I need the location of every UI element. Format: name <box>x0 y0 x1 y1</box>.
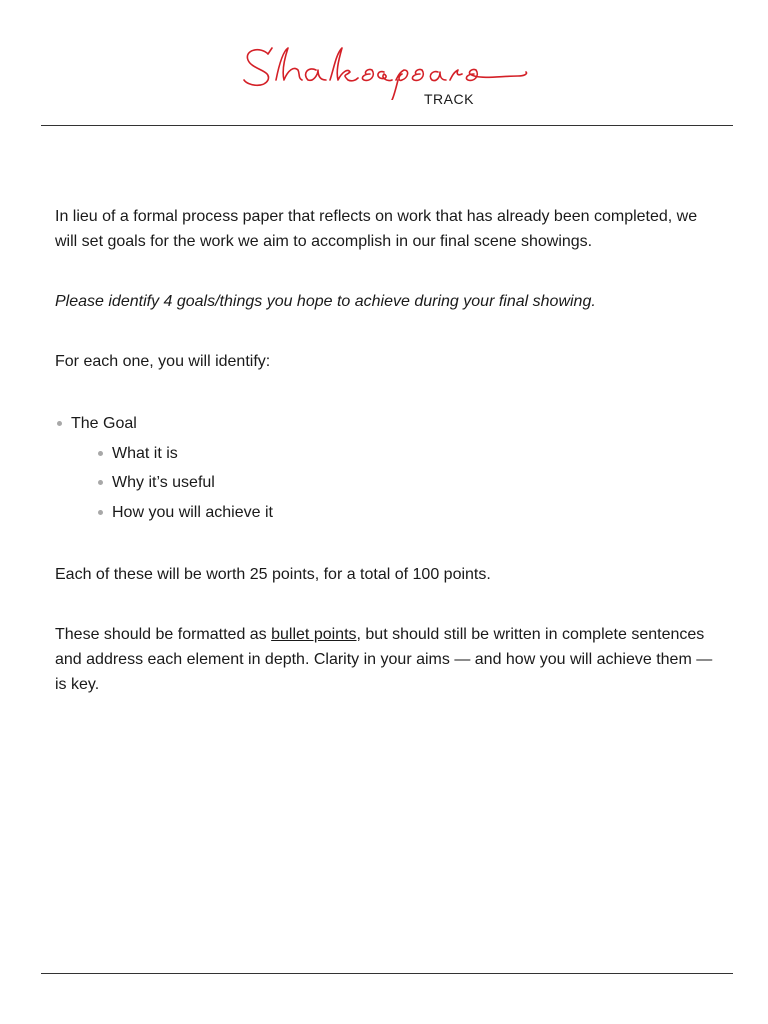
shakespeare-script-logo-icon <box>238 40 538 100</box>
header-divider <box>41 125 733 126</box>
footer-divider <box>41 973 733 974</box>
list-item <box>55 409 720 527</box>
bullet-points-link[interactable]: bullet points <box>271 626 357 643</box>
sub-bullet-label: Why it’s useful <box>112 474 215 491</box>
list-item <box>96 498 720 528</box>
intro-paragraph: In lieu of a formal process paper that reflects on work that has already been completed, we will set goals for the work we aim to accomplish in our final scene showings. <box>55 208 698 250</box>
sub-bullet-label: What it is <box>112 444 178 462</box>
list-item <box>96 439 720 469</box>
document-body <box>55 204 720 697</box>
logo-subtitle: TRACK <box>424 91 474 107</box>
points-paragraph: Each of these will be worth 25 points, for a total of 100 points. <box>55 566 491 583</box>
bullet-goal-label: The Goal <box>71 415 137 432</box>
list-item <box>96 468 720 498</box>
page-header <box>0 0 768 126</box>
format-paragraph <box>55 622 720 697</box>
instruction-paragraph: Please identify 4 goals/things you hope to achieve during your final showing. <box>55 293 596 310</box>
shakespeare-track-logo <box>238 40 538 110</box>
format-text-before: These should be formatted as <box>55 626 272 643</box>
goal-bullet-list <box>55 409 720 527</box>
sub-bullet-label: How you will achieve it <box>112 503 273 521</box>
for-each-paragraph: For each one, you will identify: <box>55 353 271 370</box>
format-text-after: , but should still be written in complete sentences and address each element in depth. Clarity in your aims — and how you will achieve them — is key. <box>55 626 713 693</box>
goal-sub-list <box>71 439 720 528</box>
